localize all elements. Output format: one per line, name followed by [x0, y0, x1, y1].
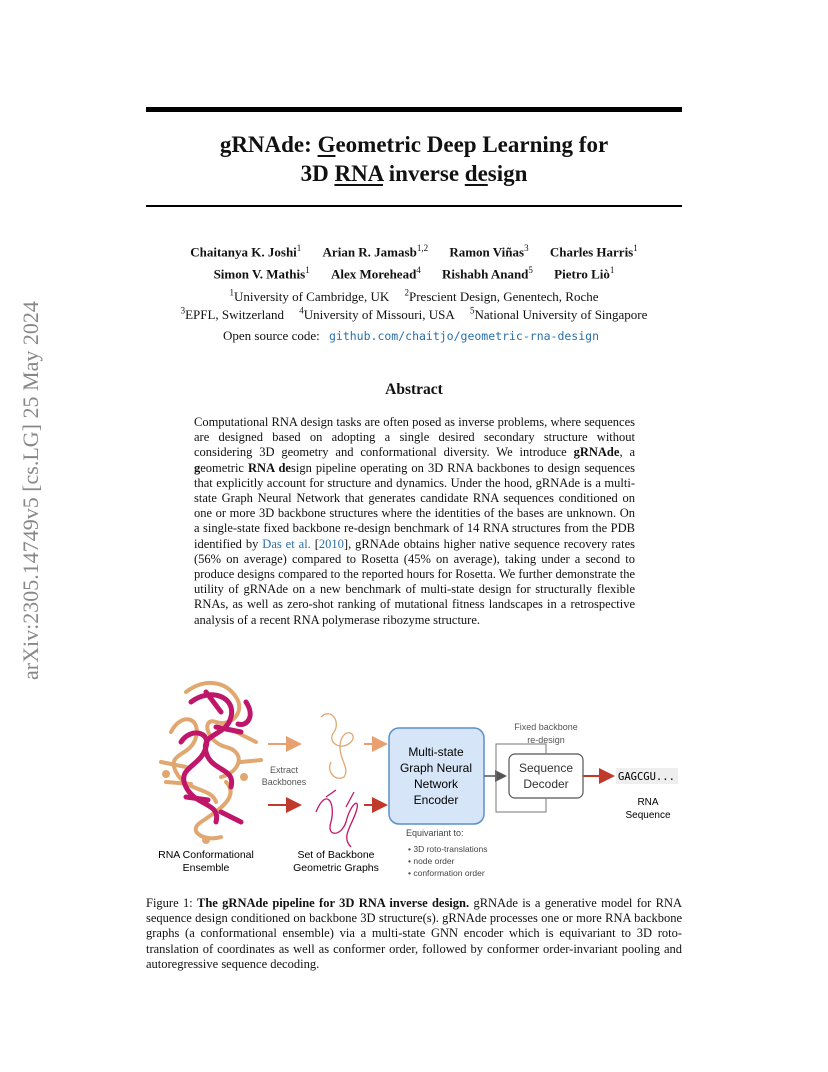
author: Arian R. Jamasb$^{1,2}$	[322, 243, 429, 260]
author: Alex Morehead$^4$	[330, 265, 421, 282]
paper-title: gRNAde: Geometric Deep Learning for 3D RNA inverse design	[219, 132, 609, 186]
authors-row-1	[146, 243, 682, 260]
author: Simon V. Mathis$^1$	[213, 265, 310, 282]
ensemble-label: Ensemble	[182, 862, 230, 874]
sequence-output-text: GAGCGU...	[618, 771, 675, 783]
encoder-label: Network	[413, 777, 459, 791]
title-rule-top	[146, 107, 682, 112]
encoder-label: Graph Neural	[399, 761, 473, 775]
citation-link[interactable]: Das et al.	[262, 536, 311, 551]
repo-link[interactable]: github.com/chaitjo/geometric-rna-design	[328, 329, 600, 343]
fixed-backbone-label: re-design	[527, 735, 565, 745]
extract-label: Extract	[269, 765, 299, 775]
affiliations-row-1: $^1$University of Cambridge, UK $^2$Prescient Design, Genentech, Roche	[229, 288, 599, 305]
affiliations-row-2: $^3$EPFL, Switzerland $^4$University of Missouri, USA $^5$National University of Singapore	[180, 306, 648, 323]
equivariant-heading: Equivariant to:	[406, 828, 464, 838]
authors-row-2	[146, 265, 682, 282]
decoder-label: Decoder	[523, 777, 569, 791]
encoder-label: Multi-state	[408, 745, 464, 759]
author: Chaitanya K. Joshi$^1$	[190, 243, 302, 260]
title-rule-bottom	[146, 205, 682, 207]
equivariant-item: • 3D roto-translations	[408, 844, 488, 854]
encoder-label: Encoder	[413, 793, 459, 807]
author: Rishabh Anand$^5$	[442, 265, 533, 282]
ensemble-label: RNA Conformational	[158, 849, 254, 861]
graphs-label: Geometric Graphs	[293, 862, 379, 874]
extract-label: Backbones	[261, 777, 307, 787]
author: Charles Harris$^1$	[549, 243, 638, 260]
backbone-graph-illustration	[316, 714, 357, 847]
pipeline-figure	[146, 672, 682, 884]
decoder-label: Sequence	[518, 761, 574, 775]
citation-year-link[interactable]: 2010	[318, 536, 344, 551]
author: Pietro Liò$^1$	[554, 265, 615, 282]
rna-sequence-label: RNA	[637, 797, 659, 808]
author: Ramon Viñas$^3$	[449, 243, 529, 260]
arxiv-identifier: arXiv:2305.14749v5 [cs.LG] 25 May 2024	[18, 301, 43, 680]
equivariant-item: • conformation order	[408, 868, 485, 878]
encoder-box	[389, 728, 484, 824]
fixed-backbone-label: Fixed backbone	[514, 722, 578, 732]
source-code-line: Open source code: github.com/chaitjo/geometric-rna-design	[222, 328, 600, 343]
figure-caption: Figure 1: The gRNAde pipeline for 3D RNA inverse design. gRNAde is a generative model for RNA sequence design conditioned on backbone 3D structure(s). gRNAde processes one or more RNA backbone graphs (a conformational ensemble) via a multi-state GNN encoder which is equivariant to 3D roto-translation of coordinates as well as conformer order, followed by conformer order-invariant pooling and autoregressive sequence decoding.	[146, 896, 682, 971]
abstract-heading: Abstract	[385, 381, 443, 398]
abstract-body: Computational RNA design tasks are often posed as inverse problems, where sequences are designed based on adopting a single desired secondary structure without considering 3D geometry and conformational diversity. We introduce gRNAde, a geometric RNA design pipeline operating on 3D RNA backbones to design sequences that explicitly account for structure and dynamics. Under the hood, gRNAde is a multi-state Graph Neural Network that generates candidate RNA sequences conditioned on one or more 3D backbone structures where the identities of the bases are unknown. On a single-state fixed backbone re-design benchmark of 14 RNA structures from the PDB identified by Das et al. [2010], gRNAde obtains higher native sequence recovery rates (56% on average) compared to Rosetta (45% on average), taking under a second to produce designs compared to the reported hours for Rosetta. We further demonstrate the utility of gRNAde on a new benchmark of multi-state design for structurally flexible RNAs, as well as zero-shot ranking of mutational fitness landscapes in a retrospective analysis of a recent RNA polymerase ribozyme structure.	[194, 415, 635, 627]
equivariant-item: • node order	[408, 856, 455, 866]
rna-sequence-label: Sequence	[625, 810, 671, 821]
graphs-label: Set of Backbone	[297, 849, 375, 861]
rna-ensemble-illustration	[161, 683, 261, 844]
